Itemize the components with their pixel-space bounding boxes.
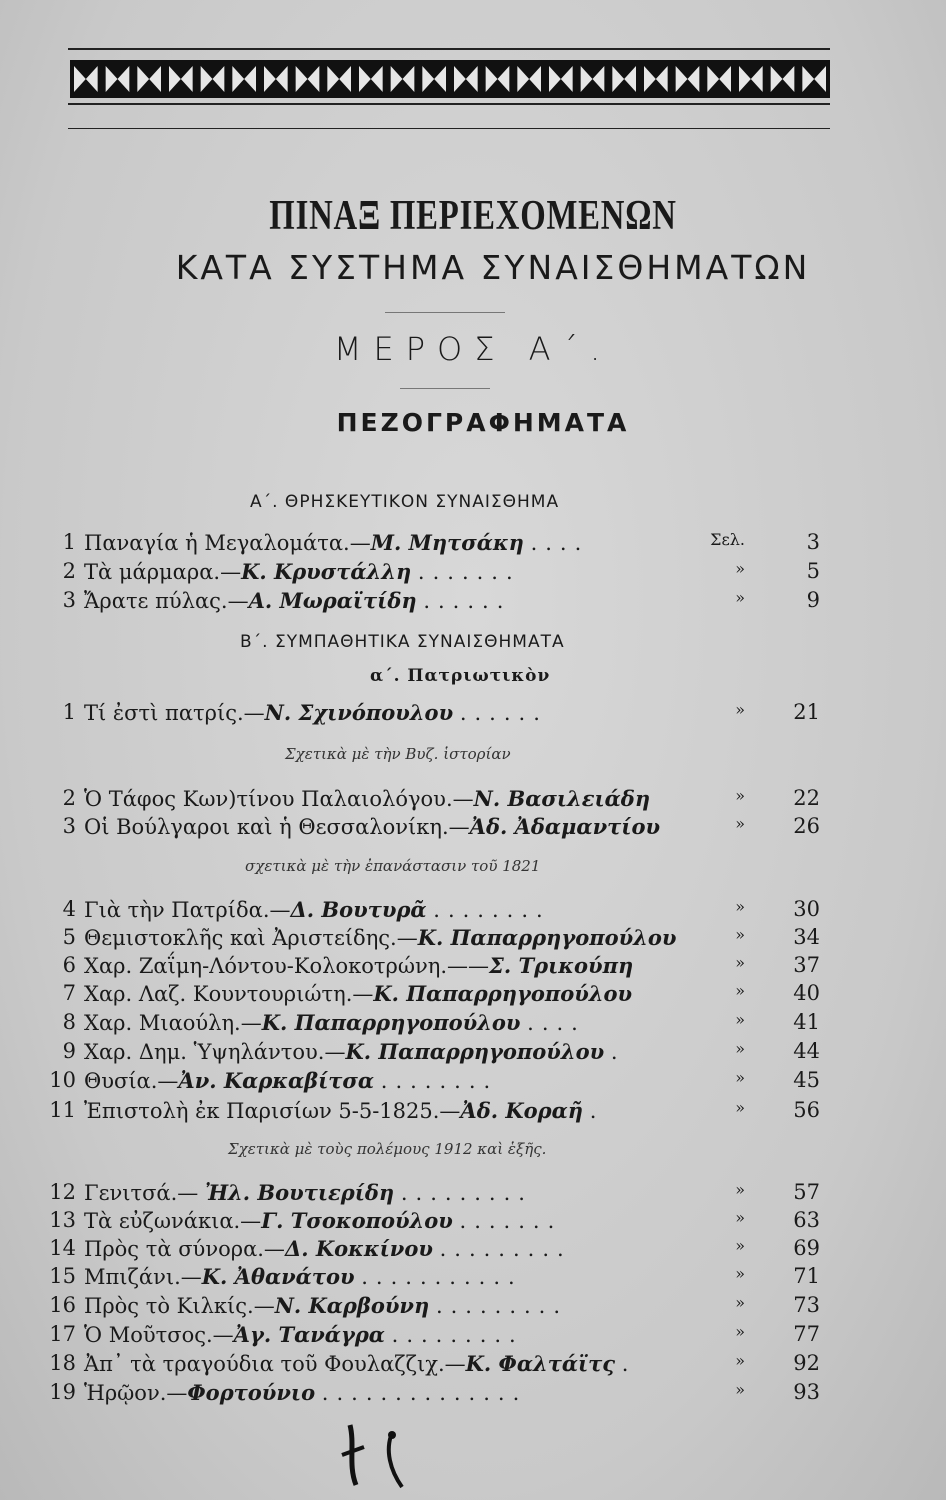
toc-entry (40, 1351, 820, 1381)
entry-page: 34 (793, 925, 820, 949)
group-heading-wars: Σχετικὰ μὲ τοὺς πολέμους 1912 καὶ ἑξῆς. (228, 1140, 547, 1158)
entry-author: Ν. Βασιλειάδη (473, 786, 651, 811)
entry-title: Ἐπιστολὴ ἐκ Παρισίων 5-5-1825.— (84, 1099, 461, 1123)
toc-entry (40, 1293, 820, 1323)
leader-dots: ........ (433, 898, 551, 922)
ditto-mark: » (735, 897, 745, 916)
entry-author: Σ. Τρικούπη (489, 953, 634, 978)
ditto-mark: » (735, 700, 745, 719)
entry-number: 19 (49, 1380, 76, 1404)
entry-number: 16 (49, 1293, 76, 1317)
entry-author: Μ. Μητσάκη (370, 530, 524, 555)
toc-entry (40, 1322, 820, 1352)
ditto-mark: » (735, 1039, 745, 1058)
entry-title: Μπιζάνι.— (84, 1265, 202, 1289)
entry-page: 63 (793, 1208, 820, 1232)
leader-dots: ........ (380, 1069, 499, 1093)
ditto-mark: » (735, 953, 745, 972)
part-heading: ΜΕΡΟΣ Α΄. (333, 330, 613, 368)
entry-title: Ἄρατε πύλας.— (84, 589, 249, 613)
entry-title: Θυσία.— (84, 1069, 179, 1093)
entry-author: Α. Μωραϊτίδη (248, 588, 417, 613)
ditto-mark: » (735, 1351, 745, 1370)
toc-entry (40, 1208, 820, 1238)
toc-entry (40, 588, 820, 618)
entry-title: Οἱ Βούλγαροι καὶ ἡ Θεσσαλονίκη.— (84, 815, 470, 839)
entry-page: 37 (793, 953, 820, 977)
toc-entry (40, 1010, 820, 1040)
group-heading-byzantine: Σχετικὰ μὲ τὴν Βυζ. ἱστορίαν (285, 745, 511, 763)
entry-number: 11 (49, 1098, 76, 1122)
entry-title: Χαρ. Λαζ. Κουντουριώτη.— (84, 982, 374, 1006)
leader-dots: . (621, 1352, 637, 1376)
entry-number: 2 (62, 559, 76, 583)
leader-dots: ......... (400, 1181, 533, 1205)
leader-dots: .... (527, 1011, 586, 1035)
entry-page: 93 (793, 1380, 820, 1404)
toc-entry (40, 700, 820, 730)
toc-entry (40, 1380, 820, 1410)
entry-title: Χαρ. Δημ. Ὑψηλάντου.— (84, 1040, 346, 1064)
leader-dots: .............. (321, 1381, 528, 1405)
toc-entry (40, 953, 820, 983)
entry-page: 22 (793, 786, 820, 810)
entry-number: 3 (62, 814, 76, 838)
entry-number: 12 (49, 1180, 76, 1204)
entry-number: 18 (49, 1351, 76, 1375)
ditto-mark: Σελ. (710, 530, 745, 549)
entry-number: 2 (62, 786, 76, 810)
decorative-border (70, 60, 830, 98)
entry-page: 26 (793, 814, 820, 838)
divider (385, 312, 505, 313)
entry-page: 45 (793, 1068, 820, 1092)
leader-dots: ...... (423, 589, 512, 613)
entry-number: 7 (62, 981, 76, 1005)
entry-author: Δ. Βουτυρᾶ (290, 897, 427, 922)
entry-number: 1 (62, 700, 76, 724)
entry-number: 9 (62, 1039, 76, 1063)
entry-title: Γιὰ τὴν Πατρίδα.— (84, 898, 291, 922)
entry-page: 9 (806, 588, 820, 612)
toc-entry (40, 1098, 820, 1128)
ditto-mark: » (735, 1236, 745, 1255)
entry-page: 30 (793, 897, 820, 921)
leader-dots: ......... (439, 1237, 572, 1261)
entry-author: Κ. Παπαρρηγοπούλου (345, 1039, 605, 1064)
entry-author: Κ. Παπαρρηγοπούλου (417, 925, 677, 950)
entry-title: Γενιτσά.— (84, 1181, 205, 1205)
entry-author: Ἀδ. Κοραῆ (460, 1098, 583, 1123)
section-heading-a: Α΄. ΘΡΗΣΚΕΥΤΙΚΟΝ ΣΥΝΑΙΣΘΗΜΑ (250, 492, 560, 512)
entry-number: 6 (62, 953, 76, 977)
leader-dots: ......... (391, 1323, 524, 1347)
ditto-mark: » (735, 1322, 745, 1341)
toc-entry (40, 897, 820, 927)
ditto-mark: » (735, 1380, 745, 1399)
entry-page: 92 (793, 1351, 820, 1375)
leader-dots: . (589, 1099, 605, 1123)
entry-page: 5 (806, 559, 820, 583)
ditto-mark: » (735, 786, 745, 805)
top-rule (68, 48, 830, 50)
page-title: ΠΙΝΑΞ ΠΕΡΙΕΧΟΜΕΝΩΝ (269, 193, 677, 239)
entry-number: 3 (62, 588, 76, 612)
entry-title: Τὰ εὐζωνάκια.— (84, 1209, 262, 1233)
ditto-mark: » (735, 1264, 745, 1283)
toc-entry (40, 1264, 820, 1294)
toc-entry (40, 1236, 820, 1266)
ditto-mark: » (735, 1010, 745, 1029)
entry-author: Ἀδ. Ἀδαμαντίου (469, 814, 661, 839)
entry-author: Ἠλ. Βουτιερίδη (204, 1180, 395, 1205)
toc-entry (40, 1068, 820, 1098)
entry-page: 41 (793, 1010, 820, 1034)
entry-author: Ἀγ. Τανάγρα (233, 1322, 385, 1347)
entry-title: Ὁ Μοῦτσος.— (84, 1323, 234, 1347)
entry-title: Τὰ μάρμαρα.— (84, 560, 242, 584)
entry-title: Χαρ. Μιαούλη.— (84, 1011, 262, 1035)
ditto-mark: » (735, 559, 745, 578)
entry-title: Θεμιστοκλῆς καὶ Ἀριστείδης.— (84, 926, 418, 950)
entry-number: 1 (62, 530, 76, 554)
page-subtitle: ΚΑΤΑ ΣΥΣΤΗΜΑ ΣΥΝΑΙΣΘΗΜΑΤΩΝ (175, 248, 811, 287)
leader-dots: ....... (417, 560, 521, 584)
entry-title: Ὁ Τάφος Κων)τίνου Παλαιολόγου.— (84, 787, 474, 811)
entry-author: Ν. Σχινόπουλου (264, 700, 454, 725)
band-rule-thin (68, 128, 830, 129)
entry-author: Φορτούνιο (187, 1380, 316, 1405)
entry-number: 5 (62, 925, 76, 949)
entry-number: 13 (49, 1208, 76, 1232)
genre-heading: ΠΕΖΟΓΡΑΦΗΜΑΤΑ (336, 408, 630, 437)
entry-title: Ἀπ᾽ τὰ τραγούδια τοῦ Φουλαζζιχ.— (84, 1352, 466, 1376)
entry-author: Ἀν. Καρκαβίτσα (178, 1068, 375, 1093)
entry-number: 15 (49, 1264, 76, 1288)
entry-author: Ν. Καρβούνη (274, 1293, 430, 1318)
entry-page: 71 (793, 1264, 820, 1288)
entry-page: 73 (793, 1293, 820, 1317)
toc-entry (40, 925, 820, 955)
ditto-mark: » (735, 1293, 745, 1312)
ink-mark (330, 1415, 420, 1495)
entry-page: 44 (793, 1039, 820, 1063)
entry-page: 77 (793, 1322, 820, 1346)
group-heading-revolution: σχετικὰ μὲ τὴν ἐπανάστασιν τοῦ 1821 (245, 857, 541, 875)
entry-page: 21 (793, 700, 820, 724)
ditto-mark: » (735, 1068, 745, 1087)
entry-title: Ἡρῷον.— (84, 1381, 188, 1405)
entry-page: 57 (793, 1180, 820, 1204)
entry-author: Κ. Παπαρρηγοπούλου (373, 981, 633, 1006)
entry-number: 8 (62, 1010, 76, 1034)
entry-number: 10 (49, 1068, 76, 1092)
ditto-mark: » (735, 588, 745, 607)
entry-author: Γ. Τσοκοπούλου (261, 1208, 453, 1233)
entry-title: Χαρ. Ζαΐμη-Λόντου-Κολοκοτρώνη.—— (84, 954, 490, 978)
leader-dots: ........... (361, 1265, 523, 1289)
entry-number: 14 (49, 1236, 76, 1260)
ditto-mark: » (735, 925, 745, 944)
leader-dots: ......... (435, 1294, 569, 1318)
entry-title: Παναγία ἡ Μεγαλομάτα.— (84, 531, 371, 555)
section-heading-b: Β΄. ΣΥΜΠΑΘΗΤΙΚΑ ΣΥΝΑΙΣΘΗΜΑΤΑ (240, 632, 565, 652)
entry-author: Κ. Κρυστάλλη (241, 559, 412, 584)
ditto-mark: » (735, 1208, 745, 1227)
entry-title: Πρὸς τὸ Κιλκίς.— (84, 1294, 275, 1318)
entry-number: 4 (62, 897, 76, 921)
leader-dots: . (610, 1040, 626, 1064)
leader-dots: ....... (459, 1209, 563, 1233)
toc-entry (40, 1039, 820, 1069)
subsection-heading: α΄. Πατριωτικὸν (370, 666, 551, 686)
ditto-mark: » (735, 981, 745, 1000)
entry-author: Κ. Φαλτάϊτς (465, 1351, 616, 1376)
toc-entry (40, 1180, 820, 1210)
entry-page: 56 (793, 1098, 820, 1122)
toc-entry (40, 814, 820, 844)
toc-entry (40, 786, 820, 816)
divider (400, 388, 490, 389)
toc-entry (40, 559, 820, 589)
entry-author: Κ. Παπαρρηγοπούλου (261, 1010, 521, 1035)
toc-entry (40, 981, 820, 1011)
toc-entry (40, 530, 820, 560)
ditto-mark: » (735, 814, 745, 833)
ditto-mark: » (735, 1180, 745, 1199)
entry-page: 69 (793, 1236, 820, 1260)
entry-number: 17 (49, 1322, 76, 1346)
entry-page: 3 (806, 530, 820, 554)
leader-dots: ...... (459, 701, 548, 725)
leader-dots: .... (530, 531, 590, 555)
entry-page: 40 (793, 981, 820, 1005)
ditto-mark: » (735, 1098, 745, 1117)
band-rule (68, 103, 830, 105)
entry-author: Κ. Ἀθανάτου (201, 1264, 355, 1289)
entry-author: Δ. Κοκκίνου (284, 1236, 433, 1261)
entry-title: Πρὸς τὰ σύνορα.— (84, 1237, 285, 1261)
entry-title: Τί ἐστὶ πατρίς.— (84, 701, 265, 725)
